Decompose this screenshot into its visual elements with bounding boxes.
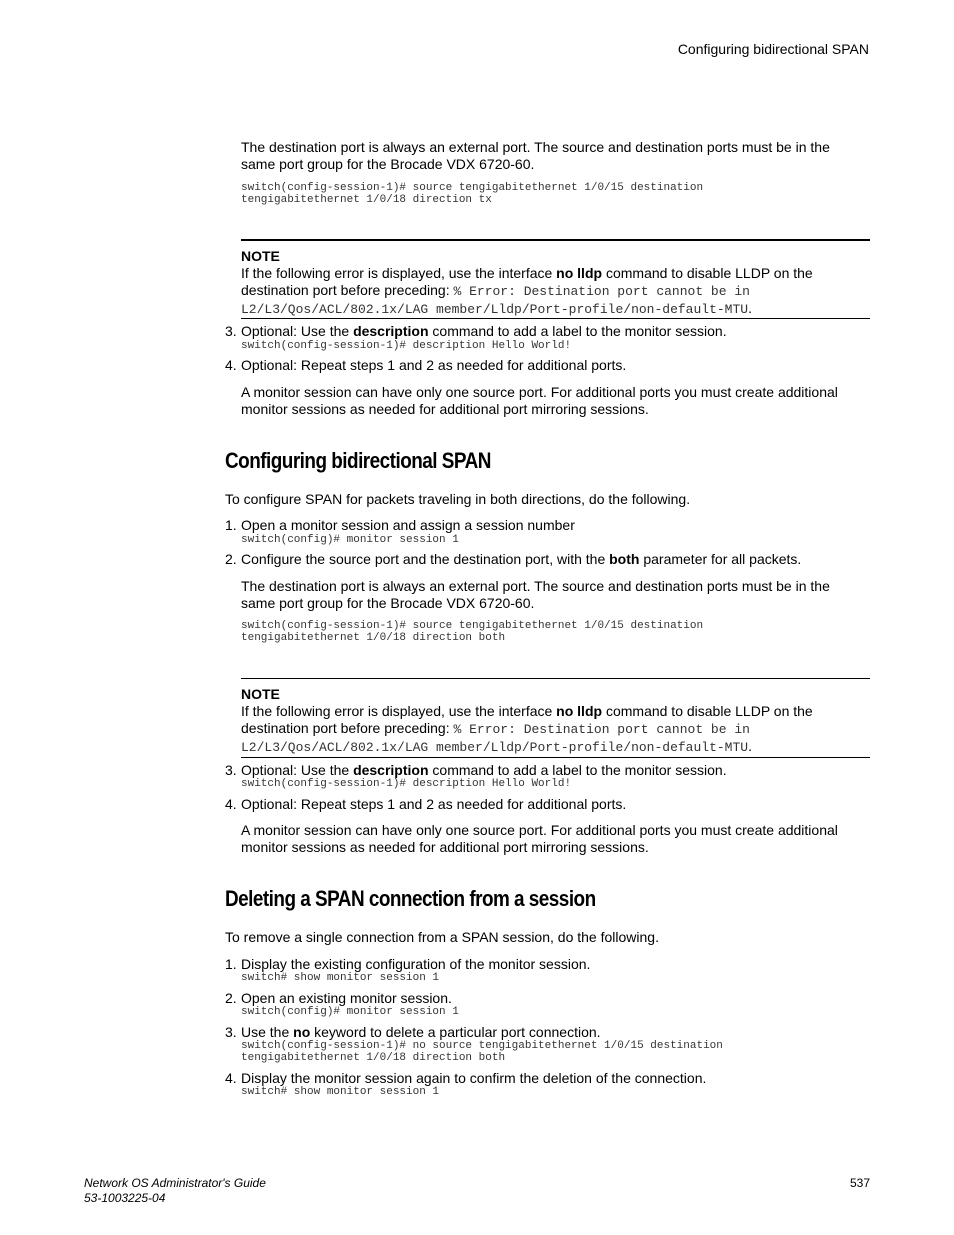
note-bottom-rule [241,318,870,319]
step-number: 1. [225,517,237,533]
note-box [241,686,870,756]
step-number: 1. [225,956,237,972]
step-text: Optional: Use the description command to add a label to the monitor session. [241,762,727,778]
code-line: switch(config-session-1)# source tengigabitethernet 1/0/15 destination [241,182,704,194]
step-number: 3. [225,323,237,339]
note-top-rule [241,239,870,241]
step-number: 3. [225,1024,237,1040]
footer-doc-title: Network OS Administrator's Guide [84,1176,266,1190]
paragraph: A monitor session can have only one source port. For additional ports you must create additional monitor sessions as needed for additional port mirroring sessions. [241,822,838,855]
code-line: tengigabitethernet 1/0/18 direction tx [241,194,492,206]
code-line: switch(config)# monitor session 1 [241,1006,459,1018]
step-number: 4. [225,1070,237,1086]
running-header: Configuring bidirectional SPAN [677,41,869,57]
code-line: switch(config-session-1)# source tengigabitethernet 1/0/15 destination [241,620,704,632]
note-box [241,248,870,318]
section-heading: Configuring bidirectional SPAN [225,448,491,473]
code-line: switch(config-session-1)# description Hello World! [241,778,572,790]
section-heading: Deleting a SPAN connection from a session [225,886,596,911]
code-line: switch# show monitor session 1 [241,1086,440,1098]
step-text: Open a monitor session and assign a session number [241,517,575,533]
note-bottom-rule [241,757,870,758]
note-title: NOTE [241,686,280,702]
note-top-rule [241,678,870,679]
code-line: tengigabitethernet 1/0/18 direction both [241,1052,506,1064]
paragraph: The destination port is always an external port. The source and destination ports must be in the same port group for the Brocade VDX 6720-60. [241,578,830,611]
step-text: Display the existing configuration of the monitor session. [241,956,591,972]
step-number: 4. [225,796,237,812]
step-text: Optional: Repeat steps 1 and 2 as needed for additional ports. [241,357,627,373]
code-line: switch(config-session-1)# no source tengigabitethernet 1/0/15 destination [241,1040,723,1052]
code-line: switch(config)# monitor session 1 [241,534,459,546]
paragraph: The destination port is always an external port. The source and destination ports must be in the same port group for the Brocade VDX 6720-60. [241,139,830,172]
step-text: Display the monitor session again to confirm the deletion of the connection. [241,1070,707,1086]
note-text: If the following error is displayed, use the interface no lldp command to disable LLDP on the destination port before preceding: % Error: Destination port cannot be in L2/L3/Qos/ACL/802.1x/LAG member/Lldp/Port-profile/non-default-MTU. [241,265,813,317]
step-number: 2. [225,551,237,567]
note-title: NOTE [241,248,280,264]
code-line: switch(config-session-1)# description Hello World! [241,340,572,352]
section-intro: To remove a single connection from a SPAN session, do the following. [225,929,659,945]
step-number: 3. [225,762,237,778]
section-intro: To configure SPAN for packets traveling in both directions, do the following. [225,491,691,507]
page-number: 537 [849,1176,870,1190]
step-text: Use the no keyword to delete a particular port connection. [241,1024,601,1040]
paragraph: A monitor session can have only one source port. For additional ports you must create additional monitor sessions as needed for additional port mirroring sessions. [241,384,838,417]
footer-doc-number: 53-1003225-04 [84,1191,166,1205]
step-text: Open an existing monitor session. [241,990,452,1006]
step-text: Configure the source port and the destination port, with the both parameter for all packets. [241,551,802,567]
step-text: Optional: Use the description command to add a label to the monitor session. [241,323,727,339]
step-number: 2. [225,990,237,1006]
step-number: 4. [225,357,237,373]
step-text: Optional: Repeat steps 1 and 2 as needed for additional ports. [241,796,627,812]
code-line: switch# show monitor session 1 [241,972,440,984]
note-text: If the following error is displayed, use the interface no lldp command to disable LLDP on the destination port before preceding: % Error: Destination port cannot be in L2/L3/Qos/ACL/802.1x/LAG member/Lldp/Port-profile/non-default-MTU. [241,703,813,755]
code-line: tengigabitethernet 1/0/18 direction both [241,632,506,644]
